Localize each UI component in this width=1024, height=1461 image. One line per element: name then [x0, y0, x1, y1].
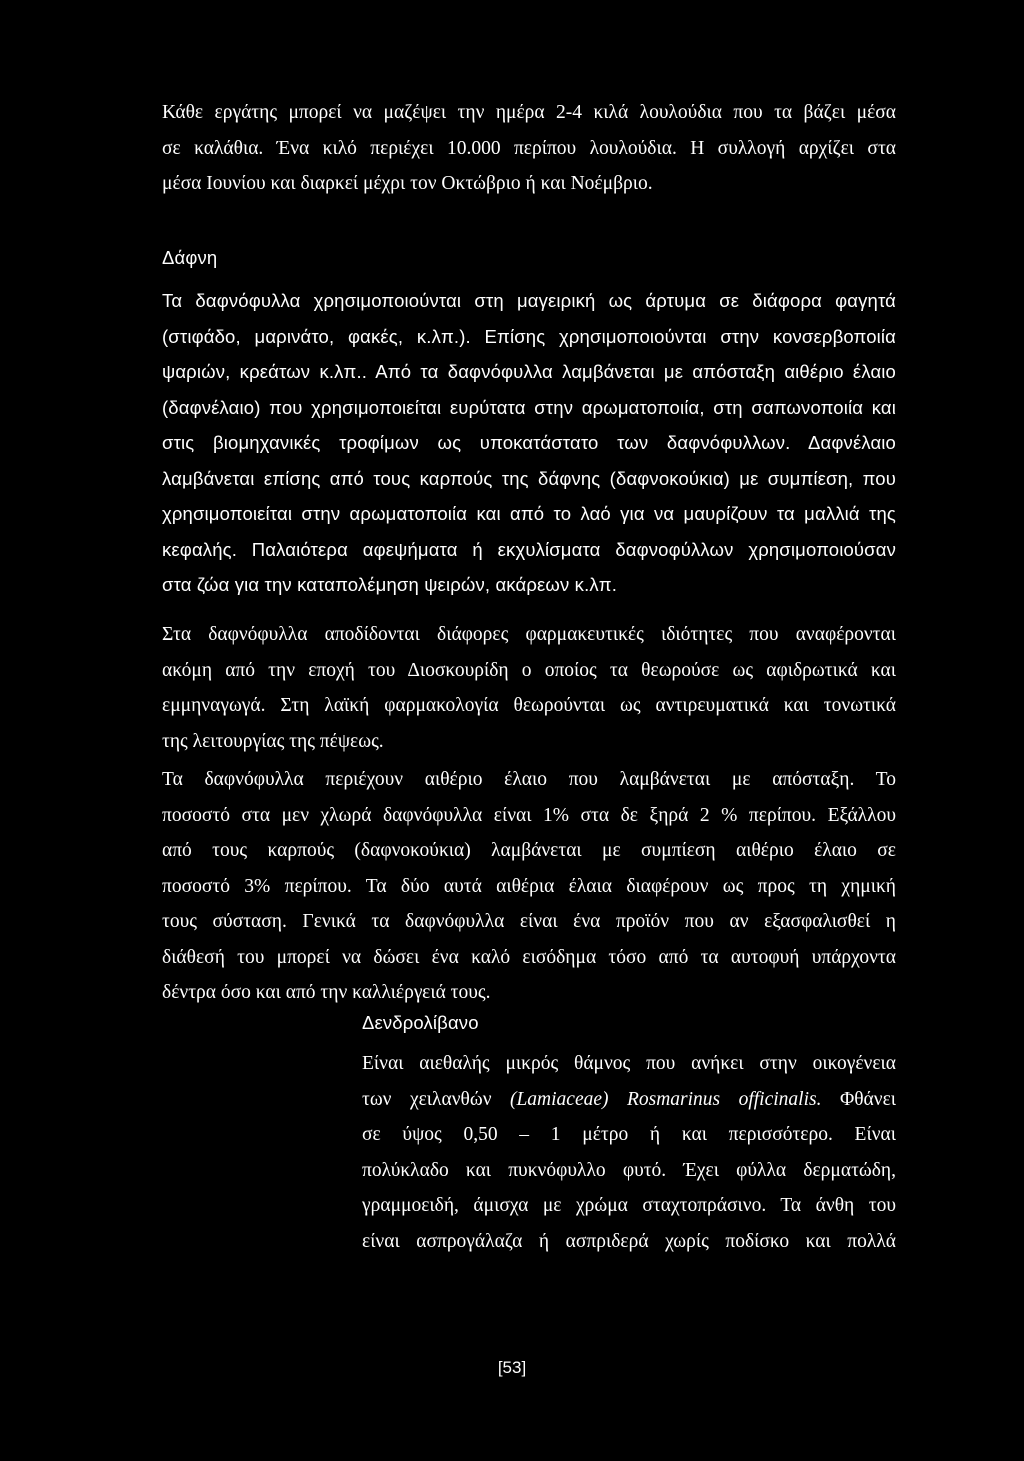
- text-line: Στα δαφνόφυλλα αποδίδονται διάφορες φαρμακευτικές ιδιότητες που αναφέρονται: [162, 624, 896, 645]
- text-line: σε ύψος 0,50 – 1 μέτρο ή και περισσότερο. Είναι: [362, 1124, 896, 1145]
- text-line: είναι ασπρογάλαζα ή ασπριδερά χωρίς ποδίσκο και πολλά: [362, 1230, 896, 1252]
- paragraph-medicinal: [162, 617, 896, 759]
- text-line: μέσα Ιουνίου και διαρκεί μέχρι τον Οκτώβριο ή και Νοέμβριο.: [162, 173, 653, 194]
- scientific-name: (Lamiaceae) Rosmarinus officinalis.: [509, 1088, 822, 1110]
- text-line: Τα δαφνόφυλλα περιέχουν αιθέριο έλαιο που λαμβάνεται με απόσταξη. Το: [162, 769, 896, 790]
- text-line: Τα δαφνόφυλλα χρησιμοποιούνται στη μαγειρική ως άρτυμα σε διάφορα φαγητά: [162, 290, 896, 311]
- text-line: τους σύσταση. Γενικά τα δαφνόφυλλα είναι ένα προϊόν που αν εξασφαλισθεί η: [162, 911, 896, 932]
- text-line: δέντρα όσο και από την καλλιέργειά τους.: [162, 982, 491, 1003]
- text-line: [362, 1082, 896, 1118]
- paragraph-essential-oil: [162, 762, 896, 1011]
- paragraph-rosemary: [362, 1046, 896, 1259]
- text-line: της λειτουργίας της πέψεως.: [162, 730, 384, 752]
- text-line: εμμηναγωγά. Στη λαϊκή φαρμακολογία θεωρούνται ως αντιρευματικά και τονωτικά: [162, 695, 896, 716]
- text-line: γραμμοειδή, άμισχα με χρώμα σταχτοπράσινο. Τα άνθη του: [362, 1195, 896, 1216]
- section-heading-dafni: Δάφνη: [162, 247, 218, 268]
- text-segment: Φθάνει: [821, 1088, 896, 1110]
- text-line: χρησιμοποιείται στην αρωματοποιία και από το λαό για να μαυρίζουν τα μαλλιά της: [162, 503, 896, 524]
- text-line: κεφαλής. Παλαιότερα αφεψήματα ή εκχυλίσματα δαφνοφύλλων χρησιμοποιούσαν: [162, 538, 896, 560]
- text-line: (στιφάδο, μαρινάτο, φακές, κ.λπ.). Επίσης χρησιμοποιούνται στην κονσερβοποιία: [162, 325, 896, 347]
- text-line: διάθεσή του μπορεί να δώσει ένα καλό εισόδημα τόσο από τα αυτοφυή υπάρχοντα: [162, 946, 896, 968]
- text-line: ακόμη από την εποχή του Διοσκουρίδη ο οποίος τα θεωρούσε ως αφιδρωτικά και: [162, 659, 896, 681]
- text-line: στα ζώα για την καταπολέμηση ψειρών, ακάρεων κ.λπ.: [162, 574, 617, 595]
- text-line: στις βιομηχανικές τροφίμων ως υποκατάστατο των δαφνόφυλλων. Δαφνέλαιο: [162, 432, 896, 453]
- text-line: από τους καρπούς (δαφνοκούκια) λαμβάνεται με συμπίεση αιθέριο έλαιο σε: [162, 840, 896, 861]
- text-line: Κάθε εργάτης μπορεί να μαζέψει την ημέρα 2-4 κιλά λουλούδια που τα βάζει μέσα: [162, 102, 896, 123]
- section-heading-dendrolivano: Δενδρολίβανο: [362, 1012, 479, 1033]
- text-segment: των χειλανθών: [362, 1088, 510, 1110]
- text-line: ποσοστό 3% περίπου. Τα δύο αυτά αιθέρια έλαια διαφέρουν ως προς τη χημική: [162, 875, 896, 897]
- text-line: λαμβάνεται επίσης από τους καρπούς της δάφνης (δαφνοκούκια) με συμπίεση, που: [162, 467, 896, 489]
- page-number: [53]: [497, 1358, 527, 1377]
- text-line: ψαριών, κρεάτων κ.λπ.. Από τα δαφνόφυλλα λαμβάνεται με απόσταξη αιθέριο έλαιο: [162, 361, 896, 382]
- text-line: ποσοστό στα μεν χλωρά δαφνόφυλλα είναι 1% στα δε ξηρά 2 % περίπου. Εξάλλου: [162, 804, 896, 826]
- text-line: σε καλάθια. Ένα κιλό περιέχει 10.000 περίπου λουλούδια. Η συλλογή αρχίζει στα: [162, 137, 896, 159]
- text-line: πολύκλαδο και πυκνόφυλλο φυτό. Έχει φύλλα δερματώδη,: [362, 1159, 896, 1181]
- text-line: (δαφνέλαιο) που χρησιμοποιείται ευρύτατα στην αρωματοποιία, στη σαπωνοποιία και: [162, 396, 896, 418]
- paragraph-dafni-uses: [162, 283, 896, 603]
- paragraph-harvest: [162, 95, 896, 202]
- text-line: Είναι αιεθαλής μικρός θάμνος που ανήκει στην οικογένεια: [362, 1053, 896, 1074]
